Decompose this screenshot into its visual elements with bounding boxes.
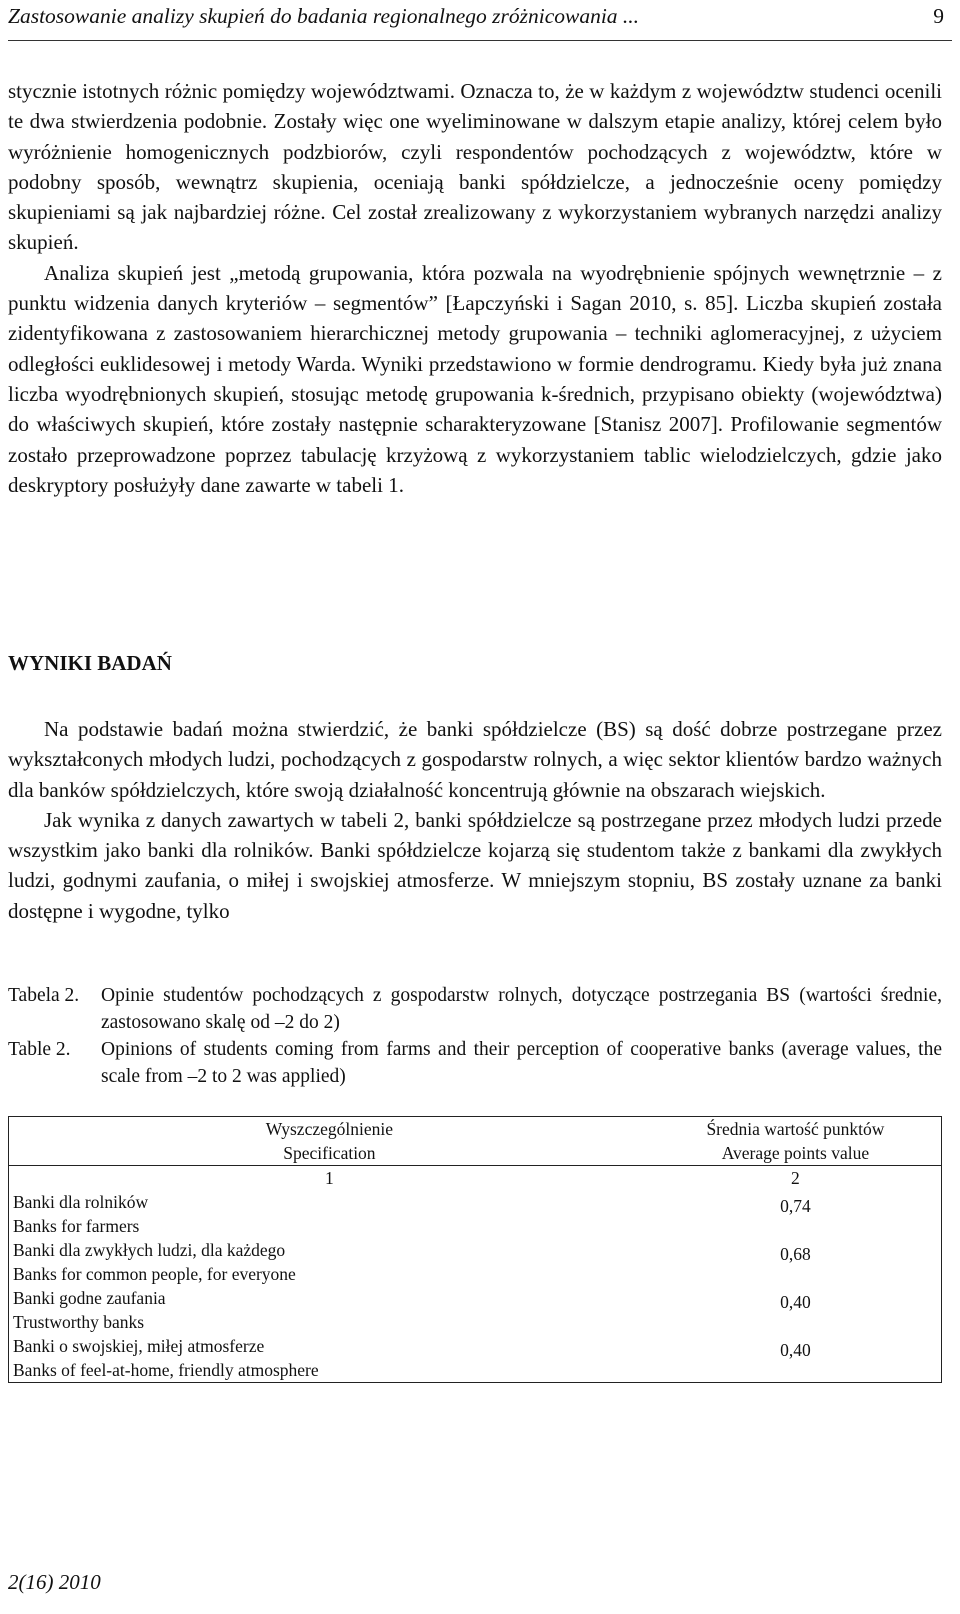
row-label-en: Banks for common people, for everyone <box>13 1264 296 1284</box>
row-label-en: Banks for farmers <box>13 1216 140 1236</box>
paragraph: stycznie istotnych różnic pomiędzy województwami. Oznacza to, że w każdym z województw studenci ocenili te dwa stwierdzenia podobnie. Zostały więc one wyeliminowane w dalszym etapie analizy, której celem było wyróżnienie homogenicznych podzbiorów, czyli respondentów pochodzących z województw, które w podobny sposób, wewnątrz skupienia, oceniają banki spółdzielcze, a jednocześnie oceny pomiędzy skupieniami są jak najbardziej różne. Cel został zrealizowany z wykorzystaniem wybranych narzędzi analizy skupień. <box>8 79 942 255</box>
paragraph: Jak wynika z danych zawartych w tabeli 2, banki spółdzielcze są postrzegane przez młodych ludzi przede wszystkim jako banki dla rolników. Banki spółdzielcze kojarzą się studentom także z bankami dla zwykłych ludzi, godnymi zaufania, o miłej i swojskiej atmosferze. W mniejszym stopniu, BS zostały uznane za banki dostępne i wygodne, tylko <box>8 807 942 923</box>
section-heading: WYNIKI BADAŃ <box>8 651 172 675</box>
paragraph: Na podstawie badań można stwierdzić, że banki spółdzielcze (BS) są dość dobrze postrzegane przez wykształconych młodych ludzi, pochodzących z gospodarstw rolnych, a więc sektor klientów bardzo ważnych dla banków spółdzielczych, które swoją działalność koncentrują głównie na obszarach wiejskich. <box>8 717 942 802</box>
column-header-average <box>650 1117 942 1166</box>
data-table <box>8 1116 942 1383</box>
row-label-pl: Banki o swojskiej, miłej atmosferze <box>13 1336 265 1356</box>
column-header-pl: Średnia wartość punktów <box>706 1119 885 1139</box>
row-label-pl: Banki godne zaufania <box>13 1288 166 1308</box>
row-value: 0,74 <box>780 1196 811 1216</box>
column-number: 2 <box>791 1168 800 1188</box>
running-title: Zastosowanie analizy skupień do badania regionalnego zróżnicowania ... <box>8 4 640 28</box>
table-row <box>9 1190 942 1238</box>
column-header-en: Average points value <box>721 1143 870 1163</box>
column-number-row <box>9 1166 942 1191</box>
row-label <box>9 1286 650 1334</box>
row-label-en: Banks of feel-at-home, friendly atmosphere <box>13 1360 319 1380</box>
body-text-results <box>8 714 942 926</box>
column-number: 1 <box>325 1168 334 1188</box>
table-row <box>9 1286 942 1334</box>
running-header <box>8 0 952 41</box>
row-label-en: Trustworthy banks <box>13 1312 145 1332</box>
column-header-specification <box>9 1117 650 1166</box>
table-row <box>9 1238 942 1286</box>
caption-text-pl: Opinie studentów pochodzących z gospodarstw rolnych, dotyczące postrzegania BS (wartości średnie, zastosowano skalę od –2 do 2) <box>101 985 942 1033</box>
row-value: 0,40 <box>780 1340 811 1360</box>
row-label-pl: Banki dla rolników <box>13 1192 149 1212</box>
caption-label-pl: Tabela 2. <box>8 985 80 1006</box>
table-header-row <box>9 1117 942 1166</box>
row-label <box>9 1190 650 1238</box>
row-label-pl: Banki dla zwykłych ludzi, dla każdego <box>13 1240 286 1260</box>
table-caption <box>8 982 942 1090</box>
row-value: 0,40 <box>780 1292 811 1312</box>
caption-text-en: Opinions of students coming from farms and their perception of cooperative banks (average values, the scale from –2 to 2 was applied) <box>101 1039 942 1087</box>
page-number: 9 <box>933 4 944 28</box>
table-row <box>9 1334 942 1383</box>
issue-footer: 2(16) 2010 <box>8 1570 101 1594</box>
row-label <box>9 1238 650 1286</box>
caption-label-en: Table 2. <box>8 1039 71 1060</box>
body-text-top <box>8 76 942 500</box>
row-label <box>9 1334 650 1383</box>
row-value: 0,68 <box>780 1244 811 1264</box>
column-header-pl: Wyszczególnienie <box>265 1119 393 1139</box>
paragraph: Analiza skupień jest „metodą grupowania, która pozwala na wyodrębnienie spójnych wewnętrznie – z punktu widzenia danych kryteriów – segmentów” [Łapczyński i Sagan 2010, s. 85]. Liczba skupień została zidentyfikowana z zastosowaniem hierarchicznej metody grupowania – techniki aglomeracyjnej, z użyciem odległości euklidesowej i metody Warda. Wyniki przedstawiono w formie dendrogramu. Kiedy była już znana liczba wyodrębnionych skupień, stosując metodę grupowania k-średnich, przypisano obiekty (województwa) do właściwych skupień, które zostały następnie scharakteryzowane [Stanisz 2007]. Profilowanie segmentów zostało przeprowadzone poprzez tabulację krzyżową z wykorzystaniem tablic wielodzielczych, gdzie jako deskryptory posłużyły dane zawarte w tabeli 1. <box>8 260 942 497</box>
column-header-en: Specification <box>283 1143 376 1163</box>
